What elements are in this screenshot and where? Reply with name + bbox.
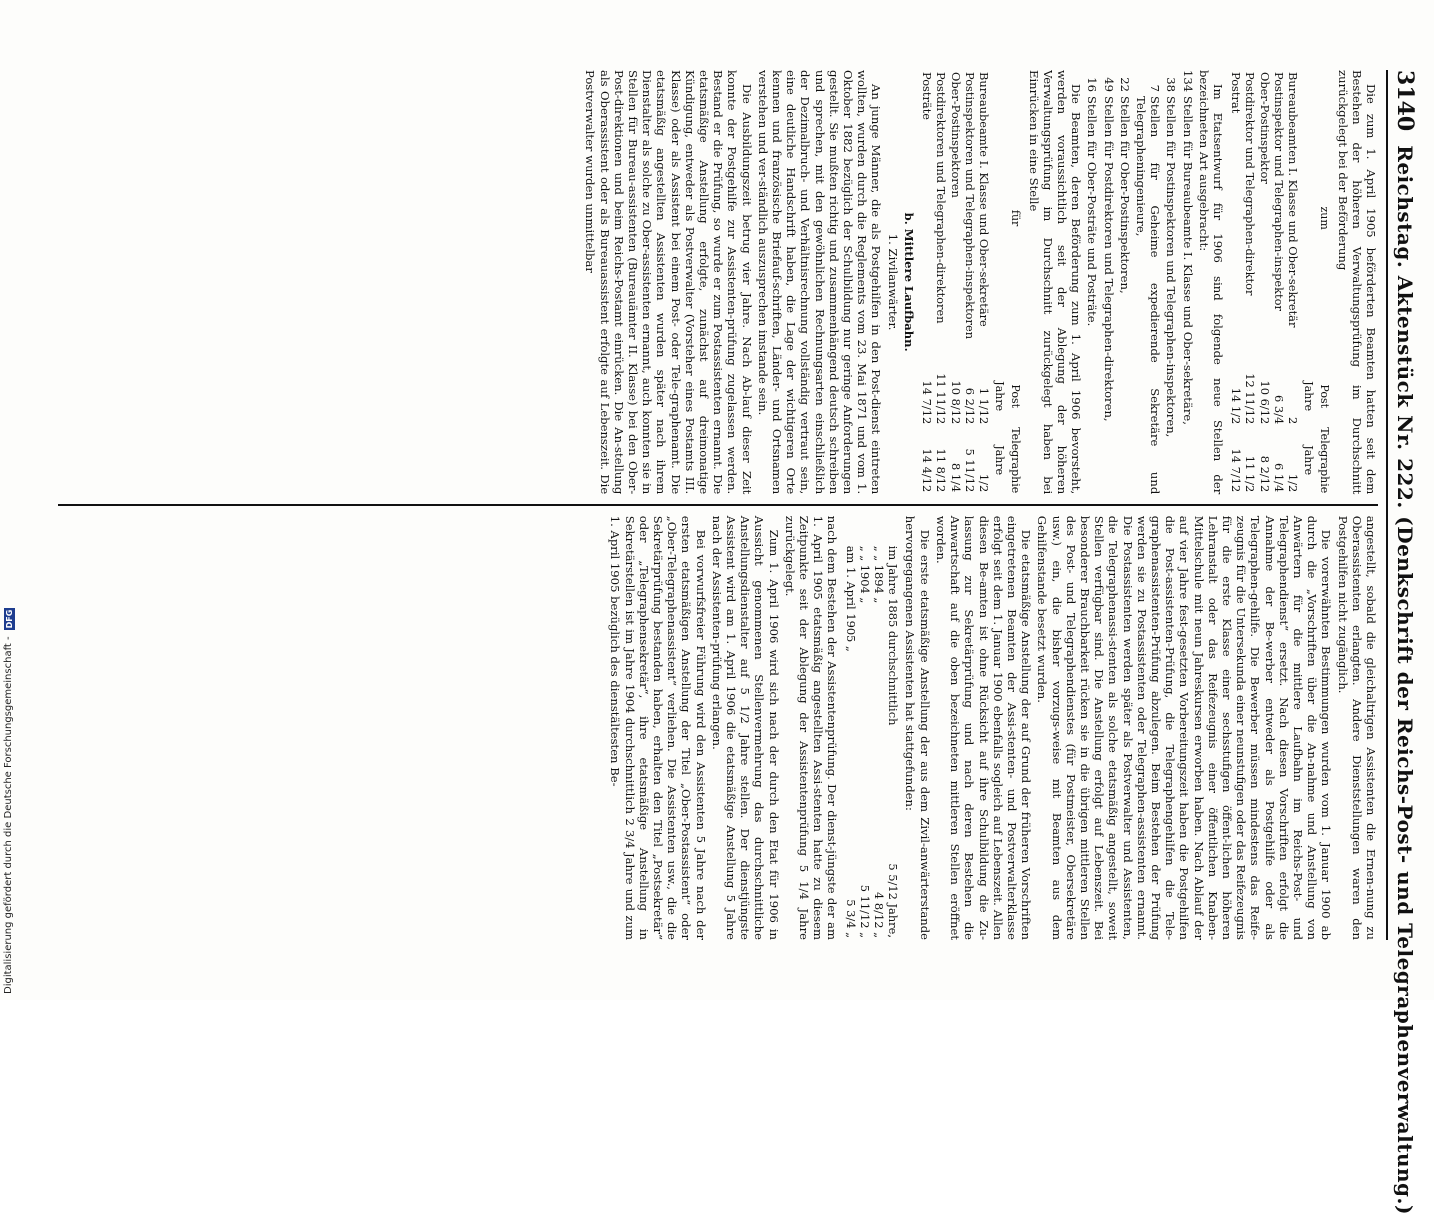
table-row: Posträte 14 7/12 14 4/12	[920, 72, 935, 493]
paragraph: Die zum 1. April 1905 beförderten Beamten hatten seit dem Bestehen der höheren Verwaltungsprüfung im Durchschnitt zurückgelegt bei der Beförderung	[1335, 70, 1378, 495]
table-header-jahre: Jahre	[1302, 445, 1316, 476]
table-header-tele: Telegraphie	[1009, 427, 1023, 494]
table-header-tele: Telegraphie	[1318, 427, 1332, 494]
table-header-zum: zum	[1318, 206, 1332, 230]
page-sheet	[58, 70, 1418, 1215]
table-row: Bureaubeamte I. Klasse und Ober-sekretäre 1 1/12 1/2	[976, 72, 991, 493]
list-item: 49 Stellen für Postdirektoren und Telegraphen-direktoren,	[1101, 77, 1116, 422]
table-header-jahre: Jahre	[1302, 381, 1316, 412]
table-row: Postdirektoren und Telegraphen-direktoren 11 11/12 11 8/12	[934, 72, 949, 493]
paragraph: Die Beamten, deren Beförderung zum 1. April 1906 bevorsteht, werden voraussichtlich seit der Ablegung der höheren Verwaltungsprüfung im Durchschnitt zurückgelegt haben bei Einrücken in eine Stelle	[1026, 70, 1084, 495]
table-header-fuer: für	[1009, 209, 1023, 227]
paragraph: Die erste etatsmäßige Anstellung der aus dem Zivil-anwärterstande hervorgegangenen Assistenten hat stattgefunden:	[903, 515, 932, 940]
paragraph: Die etatsmäßige Anstellung der auf Grund der früheren Vorschriften eingetretenen Beamten der Assi-stenten- und Postverwalterklasse erfolgt seit dem 1. Januar 1900 ebenfalls sogleich auf Lebenszeit. Allen diesen Be-amten ist ohne Rücksicht auf ihre Schulbildung die Zu-lassung zur Sekretärprüfung und nach deren Bestehen die Anwartschaft auf die oben bezeichneten mittleren Stellen eröffnet worden.	[933, 515, 1034, 940]
caption-text: Digitalisierung gefördert durch die Deutsche Forschungsgemeinschaft -	[3, 636, 14, 994]
table-header-jahre: Jahre	[993, 381, 1007, 412]
running-title: Reichstag. Aktenstück Nr. 222. (Denkschrift der Reichs-Post- und Telegraphenverwaltung.)	[1393, 145, 1417, 1215]
table-row: Bureaubeamten I. Klasse und Ober-sekretär 2 1/2	[1285, 72, 1300, 493]
promotion-table-1905	[1229, 70, 1332, 494]
appointment-table	[843, 516, 900, 940]
subsection-heading: 1. Zivilanwärter.	[885, 233, 900, 331]
table-row: „ „ 1904 „ 5 11/12 „	[857, 545, 872, 938]
promotion-table-1906	[920, 70, 1023, 494]
list-item: 22 Stellen für Ober-Postinspektoren,	[1117, 77, 1132, 294]
table-row: Postdirektor und Telegraphen-direktor 12 11/12 11 1/2	[1243, 72, 1258, 493]
table-header-post: Post	[1318, 384, 1332, 409]
list-item: 16 Stellen für Ober-Posträte und Posträte.	[1085, 77, 1100, 327]
text-columns	[58, 70, 1378, 940]
left-column	[58, 70, 1378, 503]
table-row: Postinspektoren und Telegraphen-inspektoren 6 2/12 5 11/12	[962, 72, 977, 493]
paragraph: An junge Männer, die als Postgehilfen in den Post-dienst eintreten wollten, wurden durch die Reglements vom 23. Mai 1871 und vom 1. Oktober 1882 bezüglich der Schulbildung nur geringe Anforderungen gestellt. Sie mußten richtig und zusammenhängend deutsch schreiben und sprechen, mit den gewöhnlichen Rechnungsarten einschließlich der Dezimalbruch- und Verhältnisrechnung vollständig vertraut sein, eine deutliche Handschrift haben, die Lage der wichtigeren Orte kennen und französische Briefauf-schriften, Länder- und Ortsnamen verstehen und ver-ständlich auszusprechen imstande sein.	[755, 70, 884, 495]
table-row: Ober-Postinspektor 10 6/12 8 2/12	[1257, 72, 1272, 493]
list-item: 134 Stellen für Bureaubeamte I. Klasse und Ober-sekretäre,	[1180, 70, 1195, 425]
column-divider	[58, 504, 1378, 506]
paragraph: Die Ausbildungszeit betrug vier Jahre. Nach Ab-lauf dieser Zeit konnte der Postgehilfe zur Assistenten-prüfung zugelassen werden. Bestand er die Prüfung, so wurde er zum Postassistenten ernannt. Die etatsmäßige Anstellung erfolgte, zunächst auf dreimonatige Kündigung, entweder als Postverwalter (Vorsteher eines Postamts III. Klasse) oder als Assistent bei einem Post- oder Tele-graphenamt. Die etatsmäßig angestellten Assistenten wurden später nach ihrem Dienstalter als solche zu Ober-assistenten ernannt, auch konnten sie in Stellen für Bureau-assistenten (Bureauämter II. Klasse) bei den Ober-Post-direktionen und beim Reichs-Postamt einrücken. Die An-stellung als Oberassistent oder als Bureauassistent erfolgte auf Lebenszeit. Die Postverwalter wurden unmittelbar	[583, 70, 754, 495]
paragraph: Bei vorwurfsfreier Führung wird den Assistenten 5 Jahre nach der ersten etatsmäßigen Anstellung der Titel „Ober-Postassistent“ oder „Ober-Telegraphenassistent“ verliehen. Die Assistenten usw., die die Sekretärprüfung bestanden haben, erhalten den Titel „Postsekretär“ oder „Telegraphensekretär“, ihre etatsmäßige Anstellung in Sekretärstellen ist im Jahre 1904 durchschnittlich 2 3/4 Jahre und zum 1. April 1905 bezüglich des dienstältesten Be-	[608, 515, 708, 940]
table-row: Ober-Postinspektoren 10 8/12 8 1/4	[948, 72, 963, 493]
page-header	[1386, 70, 1418, 1215]
section-heading: b. Mittlere Laufbahn.	[901, 212, 916, 352]
paragraph: nach dem Bestehen der Assistentenprüfung. Der dienst-jüngste der am 1. April 1905 etatsmäßig angestellten Assi-stenten hatte zu diesem Zeitpunkte seit der Ablegung der Assistentenprüfung 5 1/4 Jahre zurückgelegt.	[782, 515, 840, 940]
table-row: „ „ 1894 „ 4 8/12 „	[872, 545, 887, 938]
table-row: Postinspektor und Telegraphen-inspektor 6 3/4 6 1/4	[1271, 72, 1286, 493]
new-posts-list	[1085, 70, 1194, 494]
paragraph: Die vorerwähnten Bestimmungen wurden vom 1. Januar 1900 ab durch die „Vorschriften über die An-nahme und Anstellung von Anwärtern für die mittlere Laufbahn im Reichs-Post- und Telegraphendienst“ ersetzt. Nach diesen Vorschriften erfolgt die Annahme der Be-werber entweder als Postgehilfe oder als Telegraphen-gehilfe. Die Bewerber müssen mindestens das Reife-zeugnis für die Untersekunda einer neunstufigen oder das Reifezeugnis für die erste Klasse einer sechsstufigen öffent-lichen höheren Lehranstalt oder das Reifezeugnis einer öffentlichen Knaben-Mittelschule mit neun Jahreskursen erworben haben. Nach Ablauf der auf vier Jahre fest-gesetzten Vorbereitungszeit haben die Postgehilfen die Post-assistenten-Prüfung, die Telegraphengehilfen die Tele-graphenassistenten-Prüfung abzulegen. Beim Bestehen der Prüfung werden sie zu Postassistenten oder Telegraphen-assistenten ernannt. Die Postassistenten werden später als Postverwalter und Assistenten, die Telegraphenassi-stenten als solche etatsmäßig angestellt, soweit Stellen verfügbar sind. Die Anstellung erfolgt auf Lebenszeit. Bei besonderer Brauchbarkeit rücken sie in die übrigen mittleren Stellen des Post- und Telegraphendienstes (für Postmeister, Obersekretäre usw.) ein, die bisher vorzugs-weise mit Beamten aus dem Gehilfenstande besetzt wurden.	[1035, 515, 1334, 940]
table-row: Postrat 14 1/2 14 7/12	[1229, 72, 1244, 493]
table-header-post: Post	[1009, 384, 1023, 409]
table-row: am 1. April 1905 „ 5 3/4 „	[843, 545, 858, 938]
paragraph: Im Etatsentwurf für 1906 sind folgende neue Stellen der bezeichneten Art ausgebracht:	[1196, 70, 1225, 495]
paragraph: Zum 1. April 1906 wird sich nach der durch den Etat für 1906 in Aussicht genommenen Stellenvermehrung das durchschnittliche Anstellungsdienstalter auf 5 1/2 Jahre stellen. Der dienstjüngste Assistent wird am 1. April 1906 die etatsmäßige Anstellung 5 Jahre nach der Assistenten-prüfung erlangen.	[709, 515, 781, 940]
table-row: im Jahre 1885 durchschnittlich 5 5/12 Jahre,	[886, 545, 901, 938]
list-item: 7 Stellen für Geheime expedierende Sekretäre und Telegrapheningenieure,	[1133, 84, 1163, 495]
list-item: 38 Stellen für Postinspektoren und Telegraphen-inspektoren,	[1164, 77, 1179, 438]
dfg-logo: DFG	[4, 609, 14, 629]
paragraph: angestellt, sobald die gleichaltrigen Assistenten die Ernen-nung zu Oberassistenten erlangten. Andere Dienststellungen waren den Postgehilfen nicht zugänglich.	[1335, 515, 1378, 940]
page-number: 3140	[1392, 70, 1418, 132]
table-header-jahre: Jahre	[993, 445, 1007, 476]
right-column	[58, 507, 1378, 940]
digitization-caption	[0, 0, 18, 1000]
